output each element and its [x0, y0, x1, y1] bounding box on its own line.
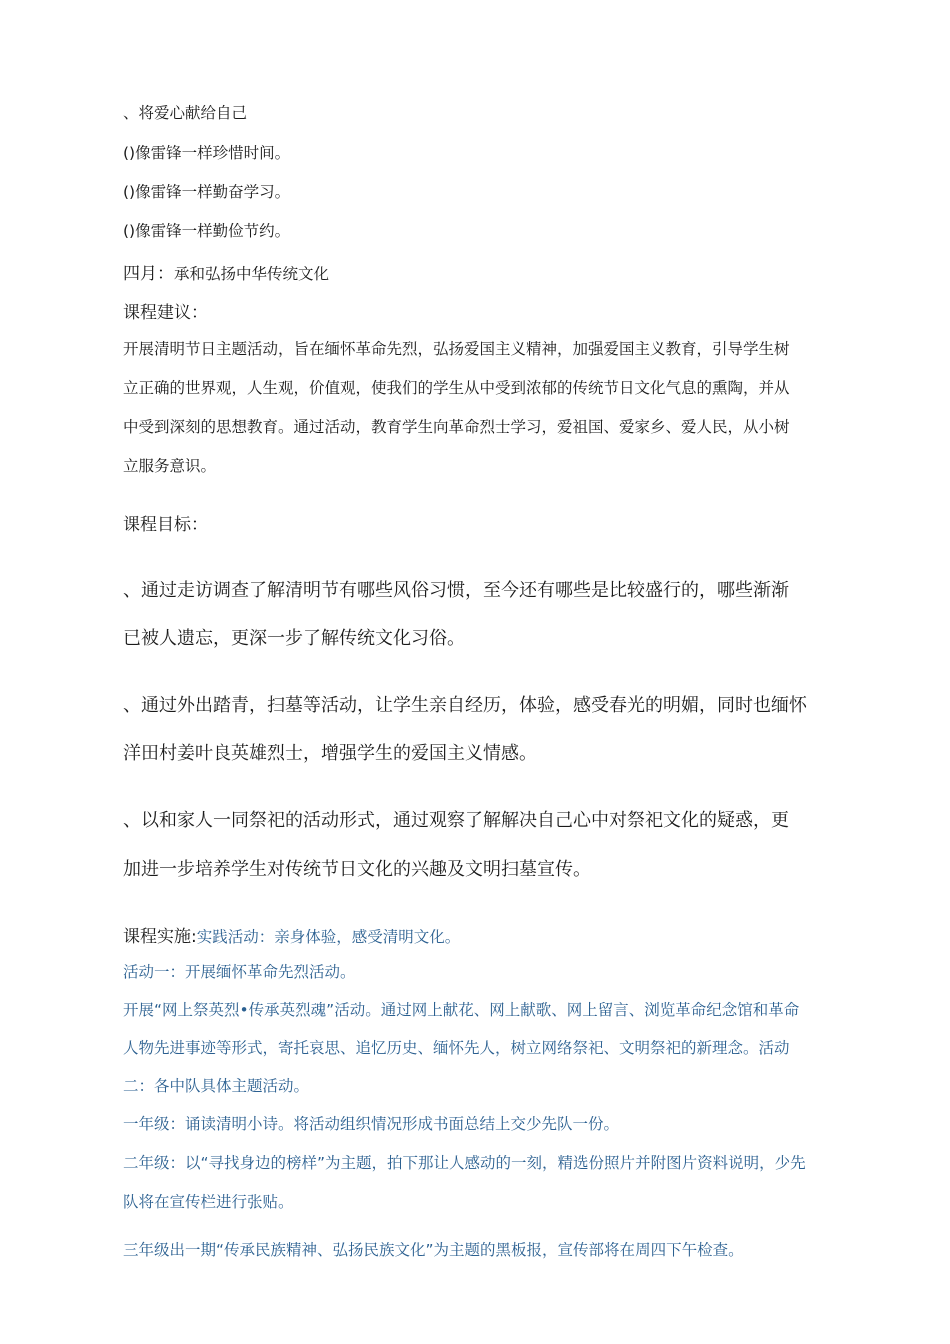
goal-line-3: 、通过外出踏青，扫墓等活动，让学生亲自经历，体验，感受春光的明媚，同时也缅怀 [123, 695, 807, 716]
suggestion-line-3: 中受到深刻的思想教育。通过活动，教育学生向革命烈士学习，爱祖国、爱家乡、爱人民，从小树 [123, 418, 790, 436]
march-item-4: ()像雷锋一样勤俭节约。 [123, 222, 291, 240]
implementation-line-1: 活动一：开展缅怀革命先烈活动。 [123, 963, 356, 981]
implementation-line-7: 队将在宣传栏进行张贴。 [123, 1193, 294, 1211]
implementation-line-2: 开展“网上祭英烈•传承英烈魂”活动。通过网上献花、网上献歌、网上留言、浏览革命纪念馆和革命 [123, 1001, 800, 1019]
implementation-line-5: 一年级：诵读清明小诗。将活动组织情况形成书面总结上交少先队一份。 [123, 1115, 620, 1133]
implementation-heading-line [123, 922, 460, 947]
march-item-1: 、将爱心献给自己 [123, 104, 248, 122]
march-item-3: ()像雷锋一样勤奋学习。 [123, 183, 291, 201]
goal-line-2: 已被人遗忘，更深一步了解传统文化习俗。 [123, 628, 465, 649]
implementation-heading: 课程实施: [123, 927, 197, 947]
april-heading [123, 259, 329, 284]
march-item-2: ()像雷锋一样珍惜时间。 [123, 144, 291, 162]
goal-line-4: 洋田村姜叶良英雄烈士，增强学生的爱国主义情感。 [123, 743, 537, 764]
suggestion-heading: 课程建议： [123, 303, 208, 323]
suggestion-line-4: 立服务意识。 [123, 457, 217, 475]
goal-line-1: 、通过走访调查了解清明节有哪些风俗习惯，至今还有哪些是比较盛行的，哪些渐渐 [123, 580, 789, 601]
april-theme: 承和弘扬中华传统文化 [174, 265, 330, 283]
implementation-line-4: 二：各中队具体主题活动。 [123, 1077, 310, 1095]
goal-line-5: 、以和家人一同祭祀的活动形式，通过观察了解解决自己心中对祭祀文化的疑惑，更 [123, 810, 789, 831]
implementation-subtitle: 实践活动：亲身体验，感受清明文化。 [196, 928, 461, 946]
goals-heading: 课程目标： [123, 515, 208, 535]
april-month-label: 四月： [123, 264, 174, 284]
suggestion-line-2: 立正确的世界观，人生观，价值观，使我们的学生从中受到浓郁的传统节日文化气息的熏陶，并从 [123, 379, 790, 397]
implementation-line-8: 三年级出一期“传承民族精神、弘扬民族文化”为主题的黑板报，宣传部将在周四下午检查。 [123, 1241, 744, 1259]
suggestion-line-1: 开展清明节日主题活动，旨在缅怀革命先烈，弘扬爱国主义精神，加强爱国主义教育，引导学生树 [123, 340, 790, 358]
implementation-line-3: 人物先进事迹等形式，寄托哀思、追忆历史、缅怀先人，树立网络祭祀、文明祭祀的新理念。活动 [123, 1039, 790, 1057]
goal-line-6: 加进一步培养学生对传统节日文化的兴趣及文明扫墓宣传。 [123, 859, 591, 880]
implementation-line-6: 二年级：以“寻找身边的榜样”为主题，拍下那让人感动的一刻，精选份照片并附图片资料说明，少先 [123, 1154, 806, 1172]
